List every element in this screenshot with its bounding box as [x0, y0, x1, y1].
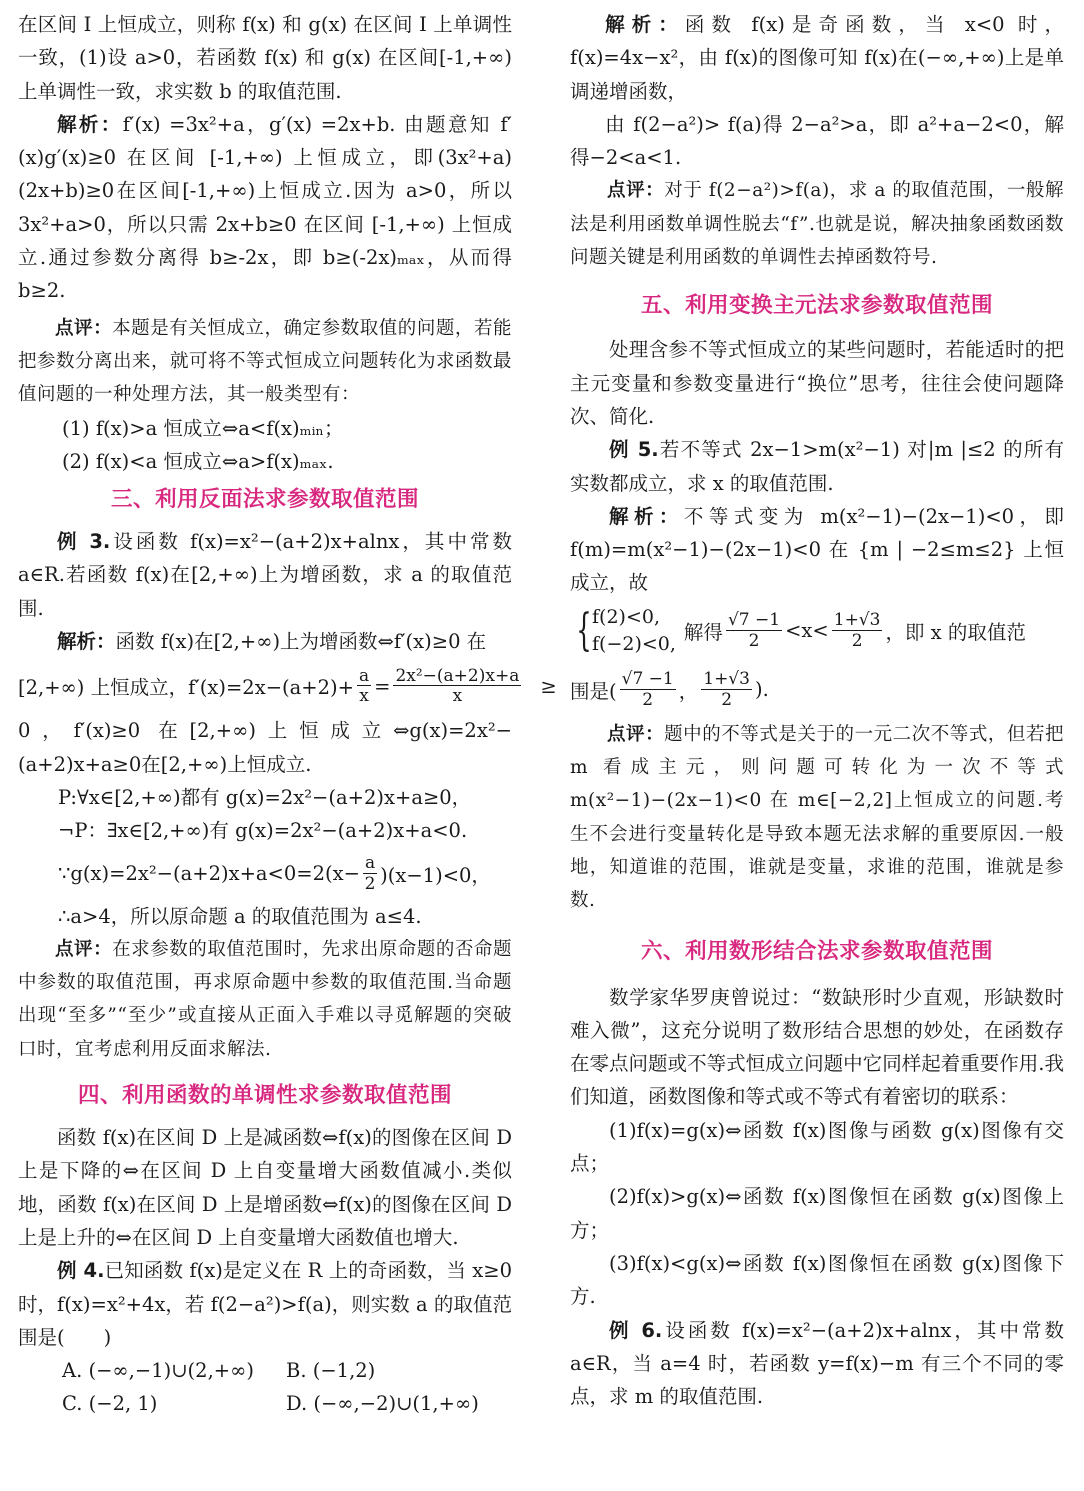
paragraph-6-item-1: (1)f(x)=g(x)⇔函数 f(x)图像与函数 g(x)图像有交点；	[570, 1118, 1064, 1176]
comment-4	[570, 174, 1064, 274]
example-text: 设函数 f(x)=x²−(a+2)x+alnx，其中常数 a∈R.若函数 f(x)在[2,+∞)上为增函数，求 a 的取值范围.	[18, 530, 512, 620]
formula-part: <x<	[785, 619, 829, 643]
example-6	[570, 1314, 1064, 1414]
fraction	[357, 667, 371, 706]
comment-label: 点评：	[607, 180, 665, 202]
fraction-denominator: 2	[748, 630, 760, 651]
comment-item-1: (1) f(x)>a 恒成立⇔a<f(x)ₘᵢₙ；	[62, 416, 344, 440]
comment-5	[570, 718, 1064, 918]
option-c: C. (−2, 1)	[62, 1392, 158, 1416]
solution-5-range	[570, 662, 1064, 718]
comment-text: 在求参数的取值范围时，先求出原命题的否命题中参数的取值范围，再求原命题中参数的取值范围.当命题出现“至多”“至少”或直接从正面入手难以寻觅解题的突破口时，宜考虑利用反面求解法.	[18, 938, 512, 1060]
fraction-denominator: 2	[364, 873, 376, 894]
left-column	[18, 8, 557, 1421]
example-label: 例 5.	[609, 438, 659, 462]
comment-text: 本题是有关恒成立，确定参数取值的问题，若能把参数分离出来，就可将不等式恒成立问题转化为求函数最值问题的一种处理方法，其一般类型有：	[18, 317, 513, 406]
formula-part: 围是(	[570, 679, 617, 703]
paragraph-6-item-2: (2)f(x)>g(x)⇔函数 f(x)图像恒在函数 g(x)图像上方；	[570, 1185, 1064, 1242]
example-5	[570, 433, 1064, 500]
section-heading-3: 三、利用反面法求参数取值范围	[110, 487, 419, 513]
solution-text: 函数 f(x)在[2,+∞)上为增函数⇔f′(x)≥0 在	[115, 630, 487, 654]
fraction-numerator: 1+√3	[703, 669, 750, 690]
solution-3-since	[18, 848, 512, 900]
example-4-options	[18, 1354, 512, 1421]
system-line-1: f(2)<0,	[592, 605, 660, 628]
fraction	[620, 670, 676, 709]
fraction-denominator: x	[359, 686, 369, 707]
solution-4	[570, 8, 1064, 108]
option-a: A. (−∞,−1)∪(2,+∞)	[62, 1359, 254, 1383]
comment-3	[18, 933, 512, 1066]
comment-text: 对于 f(2−a²)>f(a)，求 a 的取值范围，一般解法是利用函数单调性脱去“f”.也就是说，解决抽象函数函数问题关键是利用函数的单调性去掉函数符号.	[570, 180, 1064, 269]
option-b: B. (−1,2)	[286, 1359, 376, 1383]
formula-part: ，即 x 的取值范	[885, 620, 1026, 644]
solution-text: f′(x) =3x²+a，g′(x) =2x+b. 由题意知 f′(x)g′(x)≥0 在区间 [-1,+∞) 上恒成立，即(3x²+a)(2x+b)≥0在区间[-1,+∞)上恒成立.因为 a>0，所以 3x²+a>0，所以只需 2x+b≥0 在区间 [-1,+∞) 上恒成立.通过参数分离得 b≥-2x，即 b≥(-2x)ₘₐₓ，从而得 b≥2.	[18, 112, 512, 303]
solution-text: 不等式变为 m(x²−1)−(2x−1)<0，即 f(m)=m(x²−1)−(2x−1)<0 在 {m | −2≤m≤2} 上恒成立，故	[570, 504, 1064, 595]
section-heading-6: 六、利用数形结合法求参数取值范围	[640, 938, 993, 964]
example-label: 例 3.	[57, 530, 111, 554]
fraction	[393, 667, 521, 706]
fraction	[832, 611, 883, 650]
solution-3-intro	[18, 625, 512, 658]
fraction-numerator: √7 −1	[727, 610, 781, 631]
example-3	[18, 525, 512, 625]
example-text: 若不等式 2x−1>m(x²−1) 对|m |≤2 的所有实数都成立，求 x 的取值范围.	[570, 438, 1064, 495]
fraction-denominator: 2	[851, 630, 863, 651]
equals-sign: =	[374, 674, 391, 698]
paragraph-continued: 在区间 I 上恒成立，则称 f(x) 和 g(x) 在区间 I 上单调性一致，(1)设 a>0，若函数 f(x) 和 g(x) 在区间[-1,+∞)上单调性一致，求实数 b 的取值范围.	[18, 13, 512, 103]
solution-3-conclusion: ∴a>4，所以原命题 a 的取值范围为 a≤4.	[58, 904, 422, 928]
system-line-2: f(−2)<0,	[592, 632, 676, 655]
geq-sign: ≥	[540, 674, 557, 698]
solution-3-formula	[18, 658, 557, 714]
fraction	[726, 611, 782, 650]
paragraph-4: 函数 f(x)在区间 D 上是减函数⇔f(x)的图像在区间 D 上是下降的⇔在区间 D 上自变量增大函数值减小.类似地，函数 f(x)在区间 D 上是增函数⇔f(x)的图像在区间 D 上是上升的⇔在区间 D 上自变量增大函数值也增大.	[18, 1126, 512, 1249]
fraction-denominator: 2	[642, 689, 654, 710]
example-text: 已知函数 f(x)是定义在 R 上的奇函数，当 x≥0 时，f(x)=x²+4x，若 f(2−a²)>f(a)，则实数 a 的取值范围是( )	[18, 1259, 513, 1349]
comment-text: 题中的不等式是关于的一元二次不等式，但若把 m 看成主元，则问题可转化为一次不等式 m(x²−1)−(2x−1)<0 在 m∈[−2,2]上恒成立的问题.考生不会进行变量转化是导致本题无法求解的重要原因.一般地，知道谁的范围，谁就是变量，求谁的范围，谁就是参数.	[570, 723, 1064, 912]
solve-word: 解得	[683, 620, 723, 644]
solution-5	[570, 500, 1064, 600]
formula-part: ∵g(x)=2x²−(a+2)x+a<0=2(x−	[58, 862, 360, 886]
fraction-numerator: 1+√3	[833, 610, 881, 631]
paragraph-6: 数学家华罗庚曾说过：“数缺形时少直观，形缺数时难入微”，这充分说明了数形结合思想的妙处，在函数存在零点问题或不等式恒成立问题中它同样起着重要作用.我们知道，函数图像和等式或不等式有着密切的联系：	[570, 985, 1064, 1109]
fraction-numerator: 2x²−(a+2)x+a	[395, 665, 520, 686]
fraction-numerator: √7 −1	[621, 669, 674, 690]
comment-item-2: (2) f(x)<a 恒成立⇔a>f(x)ₘₐₓ.	[62, 449, 334, 473]
fraction-numerator: a	[358, 665, 370, 686]
solution-5-system	[570, 600, 1064, 662]
fraction	[363, 854, 377, 893]
example-4	[18, 1254, 512, 1354]
solution-label: 解析：	[609, 504, 684, 528]
solution-4-cont: 由 f(2−a²)> f(a)得 2−a²>a，即 a²+a−2<0，解得−2<a<1.	[570, 112, 1064, 170]
section-heading-4: 四、利用函数的单调性求参数取值范围	[77, 1083, 452, 1109]
comment-label: 点评：	[607, 723, 665, 745]
solution-label: 解析：	[57, 630, 116, 654]
example-label: 例 4.	[57, 1259, 105, 1283]
option-d: D. (−∞,−2)∪(1,+∞)	[286, 1392, 479, 1416]
example-label: 例 6.	[609, 1318, 663, 1342]
comment-label: 点评：	[55, 317, 113, 339]
comment-1	[18, 312, 512, 412]
fraction-denominator: 2	[721, 689, 733, 710]
solution-1	[18, 108, 512, 308]
paragraph-5: 处理含参不等式恒成立的某些问题时，若能适时的把主元变量和参数变量进行“换位”思考，往往会使问题降次、简化.	[570, 338, 1064, 428]
section-heading-5: 五、利用变换主元法求参数取值范围	[640, 293, 993, 319]
solution-text: 函数 f(x)是奇函数，当 x<0 时，f(x)=4x−x²，由 f(x)的图像可知 f(x)在(−∞,+∞)上是单调递增函数，	[570, 13, 1064, 103]
paragraph-6-item-3: (3)f(x)<g(x)⇔函数 f(x)图像恒在函数 g(x)图像下方.	[570, 1251, 1064, 1309]
formula-part: )(x−1)<0，	[380, 863, 491, 887]
comment-label: 点评：	[55, 938, 113, 960]
fraction-denominator: x	[452, 686, 463, 707]
formula-part: ).	[754, 678, 769, 702]
formula-part: ，	[678, 679, 699, 703]
right-column	[570, 8, 1064, 1413]
solution-label: 解析：	[57, 112, 123, 136]
brace-icon: {	[576, 604, 592, 656]
proposition-not-p: ¬P：∃x∈[2,+∞)有 g(x)=2x²−(a+2)x+a<0.	[58, 819, 468, 843]
fraction	[701, 670, 752, 709]
solution-3-cont: 0，f′(x)≥0 在[2,+∞)上恒成立⇔g(x)=2x²−(a+2)x+a≥0在[2,+∞)上恒成立.	[18, 719, 512, 776]
example-text: 设函数 f(x)=x²−(a+2)x+alnx，其中常数 a∈R，当 a=4 时，若函数 y=f(x)−m 有三个不同的零点，求 m 的取值范围.	[570, 1318, 1064, 1409]
solution-label: 解析：	[605, 13, 685, 36]
proposition-p: P:∀x∈[2,+∞)都有 g(x)=2x²−(a+2)x+a≥0，	[58, 785, 472, 809]
inequality-system	[570, 604, 676, 658]
formula-part: [2,+∞) 上恒成立，f′(x)=2x−(a+2)+	[18, 676, 354, 700]
system-lines	[592, 604, 676, 658]
fraction-numerator: a	[364, 852, 376, 873]
